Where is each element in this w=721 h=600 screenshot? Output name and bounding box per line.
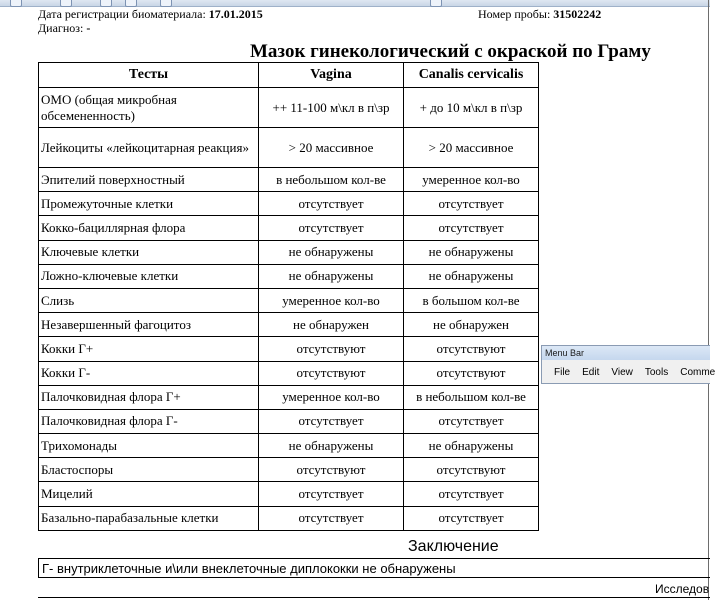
toolbar-icon[interactable] (60, 0, 72, 7)
table-row (39, 482, 539, 506)
vagina-value-cell: отсутствуют (259, 458, 404, 482)
test-name-cell: Палочковидная флора Г+ (39, 385, 259, 409)
vagina-value-cell: в небольшом кол-ве (259, 168, 404, 192)
test-name-cell: Промежуточные клетки (39, 192, 259, 216)
test-name-cell: Незавершенный фагоцитоз (39, 313, 259, 337)
divider (38, 597, 710, 598)
table-row (39, 506, 539, 530)
vagina-value-cell: умеренное кол-во (259, 385, 404, 409)
menu-bar-title[interactable]: Menu Bar (542, 346, 710, 360)
vagina-value-cell: отсутствует (259, 482, 404, 506)
cervix-value-cell: отсутствуют (404, 337, 539, 361)
table-row (39, 240, 539, 264)
table-header-row (39, 63, 539, 88)
sample-label: Номер пробы: (478, 7, 551, 21)
menu-item-edit[interactable]: Edit (582, 366, 600, 378)
menu-item-view[interactable]: View (611, 366, 633, 378)
table-row (39, 409, 539, 433)
table-row (39, 88, 539, 128)
test-name-cell: Бластоспоры (39, 458, 259, 482)
cervix-value-cell: > 20 массивное (404, 128, 539, 168)
vagina-value-cell: не обнаружены (259, 240, 404, 264)
toolbar-icon[interactable] (160, 0, 172, 7)
vagina-value-cell: отсутствует (259, 409, 404, 433)
cervix-value-cell: не обнаружены (404, 264, 539, 288)
cervix-value-cell: отсутствуют (404, 458, 539, 482)
toolbar-icon[interactable] (430, 0, 442, 7)
test-name-cell: Кокки Г+ (39, 337, 259, 361)
page-edge (708, 0, 709, 600)
test-name-cell: Базально-парабазальные клетки (39, 506, 259, 530)
reg-date-value: 17.01.2015 (208, 7, 263, 21)
cervix-value-cell: отсутствует (404, 216, 539, 240)
test-name-cell: Кокко-бациллярная флора (39, 216, 259, 240)
researcher-label: Исследов (655, 582, 710, 596)
conclusion-title: Заключение (408, 538, 499, 555)
cervix-value-cell: + до 10 м\кл в п\зр (404, 88, 539, 128)
vagina-value-cell: отсутствует (259, 506, 404, 530)
column-header-vagina: Vagina (259, 63, 404, 88)
vagina-value-cell: не обнаружен (259, 313, 404, 337)
menu-item-comments[interactable]: Comme (680, 366, 716, 378)
table-row (39, 216, 539, 240)
table-row (39, 313, 539, 337)
table-row (39, 385, 539, 409)
cervix-value-cell: отсутствует (404, 506, 539, 530)
cervix-value-cell: не обнаружены (404, 434, 539, 458)
table-row (39, 288, 539, 312)
column-header-cervix: Canalis cervicalis (404, 63, 539, 88)
vagina-value-cell: отсутствует (259, 192, 404, 216)
cervix-value-cell: в большом кол-ве (404, 288, 539, 312)
table-row (39, 168, 539, 192)
cervix-value-cell: отсутствуют (404, 361, 539, 385)
test-name-cell: ОМО (общая микробная обсемененность) (39, 88, 259, 128)
test-name-cell: Ложно-ключевые клетки (39, 264, 259, 288)
cervix-value-cell: отсутствует (404, 482, 539, 506)
test-name-cell: Палочковидная флора Г- (39, 409, 259, 433)
conclusion-box (38, 558, 710, 578)
document-title: Мазок гинекологический с окраской по Граму (250, 41, 651, 62)
toolbar-icon[interactable] (10, 0, 22, 7)
table-row (39, 361, 539, 385)
registration-date (38, 7, 263, 21)
vagina-value-cell: отсутствуют (259, 337, 404, 361)
toolbar-icon[interactable] (125, 0, 137, 7)
vagina-value-cell: отсутствует (259, 216, 404, 240)
top-toolbar-strip (0, 0, 710, 7)
cervix-value-cell: в небольшом кол-ве (404, 385, 539, 409)
menu-bar-items (542, 360, 716, 384)
table-row (39, 192, 539, 216)
vagina-value-cell: не обнаружены (259, 264, 404, 288)
test-name-cell: Лейкоциты «лейкоцитарная реакция» (39, 128, 259, 168)
menu-item-file[interactable]: File (554, 366, 571, 378)
sample-value: 31502242 (553, 7, 602, 21)
test-name-cell: Трихомонады (39, 434, 259, 458)
cervix-value-cell: не обнаружены (404, 240, 539, 264)
test-name-cell: Мицелий (39, 482, 259, 506)
diagnosis-value: - (86, 21, 91, 35)
vagina-value-cell: отсутствуют (259, 361, 404, 385)
diagnosis-label: Диагноз: (38, 21, 84, 35)
results-table (38, 62, 539, 531)
vagina-value-cell: > 20 массивное (259, 128, 404, 168)
menu-item-tools[interactable]: Tools (644, 366, 669, 378)
diagnosis (38, 21, 90, 35)
column-header-tests: Тесты (39, 63, 259, 88)
test-name-cell: Кокки Г- (39, 361, 259, 385)
table-row (39, 434, 539, 458)
conclusion-text: Г- внутриклеточные и\или внеклеточные диплококки не обнаружены (42, 561, 456, 576)
cervix-value-cell: отсутствует (404, 192, 539, 216)
menu-bar-window[interactable] (541, 345, 716, 384)
cervix-value-cell: умеренное кол-во (404, 168, 539, 192)
vagina-value-cell: ++ 11-100 м\кл в п\зр (259, 88, 404, 128)
table-row (39, 458, 539, 482)
vagina-value-cell: не обнаружены (259, 434, 404, 458)
sample-number (478, 7, 601, 21)
cervix-value-cell: отсутствует (404, 409, 539, 433)
cervix-value-cell: не обнаружен (404, 313, 539, 337)
reg-date-label: Дата регистрации биоматериала: (38, 7, 206, 21)
toolbar-icon[interactable] (100, 0, 112, 7)
table-row (39, 128, 539, 168)
test-name-cell: Слизь (39, 288, 259, 312)
vagina-value-cell: умеренное кол-во (259, 288, 404, 312)
test-name-cell: Ключевые клетки (39, 240, 259, 264)
table-row (39, 264, 539, 288)
test-name-cell: Эпителий поверхностный (39, 168, 259, 192)
table-row (39, 337, 539, 361)
